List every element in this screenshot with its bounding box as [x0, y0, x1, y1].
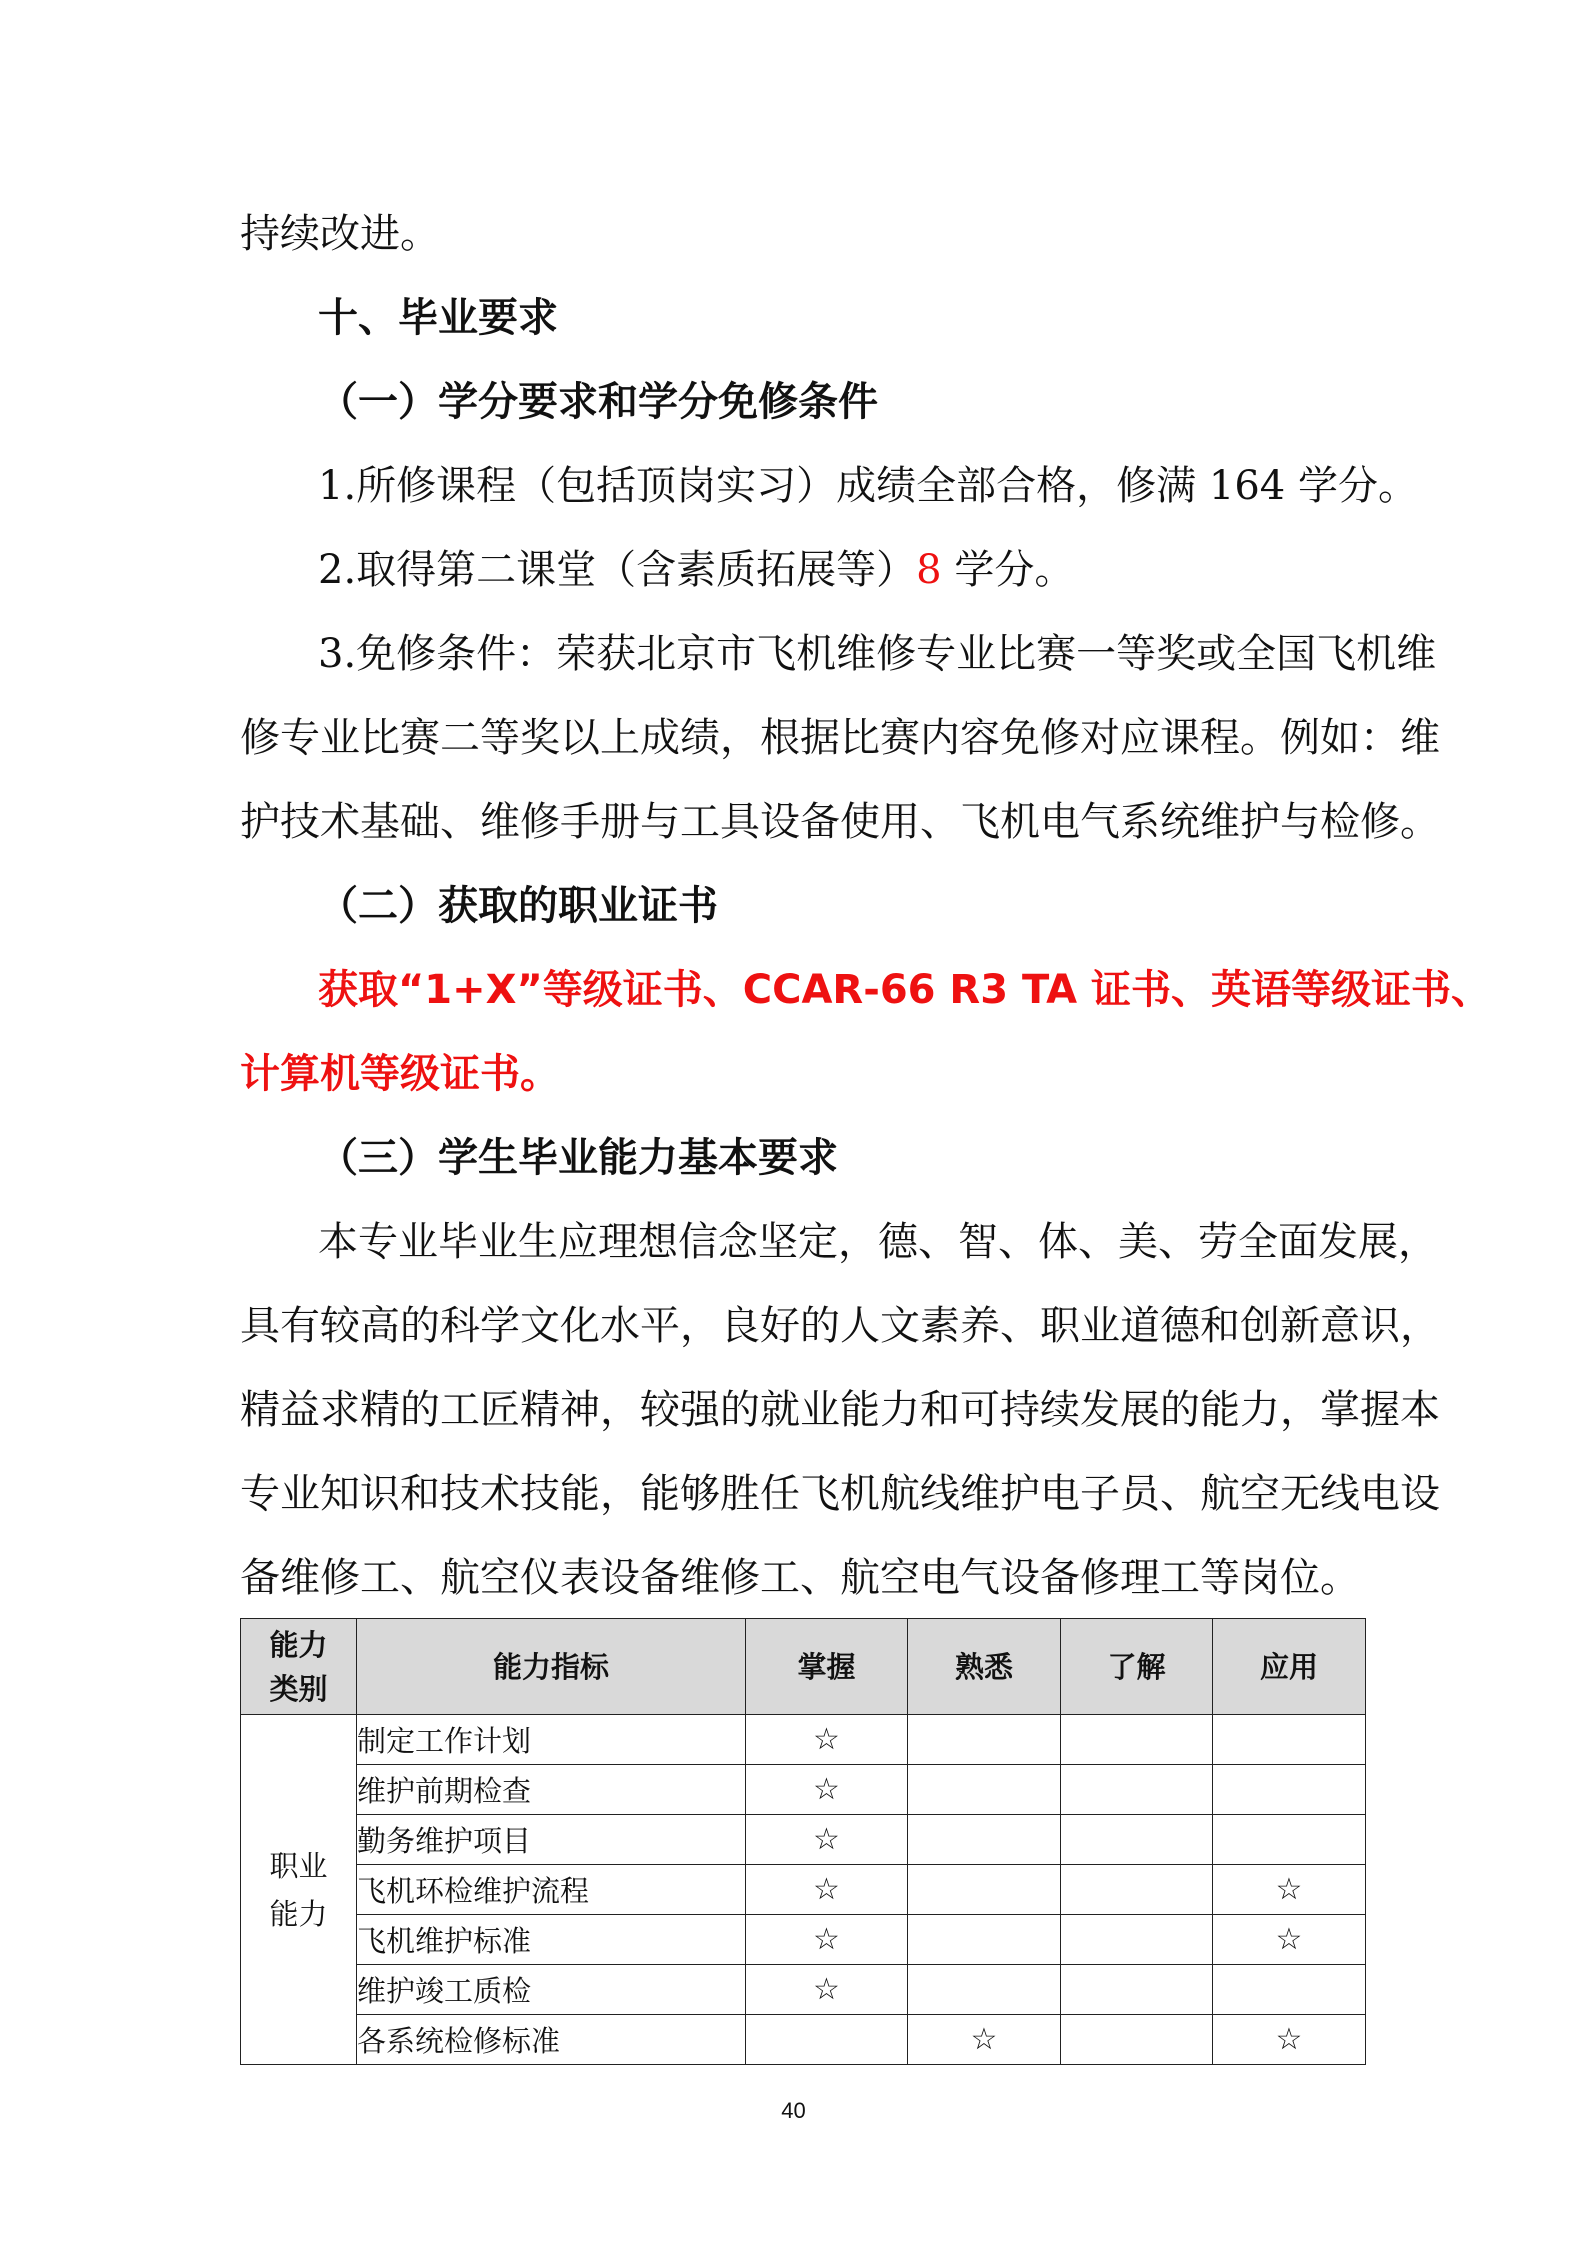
- category-cell: [241, 1715, 357, 2065]
- header-apply: 应用: [1213, 1619, 1366, 1715]
- master-cell: [746, 2015, 908, 2065]
- indicator-cell: 维护竣工质检: [357, 1965, 746, 2015]
- apply-star-icon: ☆: [1213, 2015, 1366, 2065]
- indicator-cell: 维护前期检查: [357, 1765, 746, 1815]
- continuation-text: 持续改进。: [240, 211, 440, 257]
- understand-cell: [1061, 1965, 1213, 2015]
- master-star-icon: ☆: [746, 1715, 908, 1765]
- table-header-row: [241, 1619, 1366, 1715]
- header-category-line-1: 能力: [269, 1627, 328, 1662]
- subsection-title-credits: （一）学分要求和学分免修条件: [318, 379, 878, 425]
- master-star-icon: ☆: [746, 1815, 908, 1865]
- ability-text-line-1: 本专业毕业生应理想信念坚定，德、智、体、美、劳全面发展，: [318, 1219, 1438, 1265]
- indicator-cell: 各系统检修标准: [357, 2015, 746, 2065]
- category-line-1: 职业: [269, 1848, 328, 1883]
- understand-cell: [1061, 1815, 1213, 1865]
- apply-cell: [1213, 1715, 1366, 1765]
- familiar-cell: [908, 1815, 1061, 1865]
- master-star-icon: ☆: [746, 1865, 908, 1915]
- ability-text-line-3: 精益求精的工匠精神，较强的就业能力和可持续发展的能力，掌握本: [240, 1387, 1440, 1433]
- understand-cell: [1061, 1915, 1213, 1965]
- apply-cell: [1213, 1965, 1366, 2015]
- apply-star-icon: ☆: [1213, 1915, 1366, 1965]
- familiar-cell: [908, 1765, 1061, 1815]
- document-body: [240, 192, 1492, 1620]
- understand-cell: [1061, 1865, 1213, 1915]
- apply-cell: [1213, 1815, 1366, 1865]
- ability-text-line-2: 具有较高的科学文化水平，良好的人文素养、职业道德和创新意识，: [240, 1303, 1440, 1349]
- table-row: [241, 2015, 1366, 2065]
- section-title: 十、毕业要求: [318, 295, 558, 341]
- familiar-cell: [908, 1965, 1061, 2015]
- table-row: [241, 1865, 1366, 1915]
- header-master: 掌握: [746, 1619, 908, 1715]
- familiar-cell: [908, 1915, 1061, 1965]
- credit-item-2-suffix: 学分。: [941, 547, 1075, 593]
- ability-text-line-4: 专业知识和技术技能，能够胜任飞机航线维护电子员、航空无线电设: [240, 1471, 1440, 1517]
- header-indicator: 能力指标: [357, 1619, 746, 1715]
- certificate-line-1: 获取“1+X”等级证书、CCAR-66 R3 TA 证书、英语等级证书、: [318, 967, 1492, 1013]
- indicator-cell: 飞机维护标准: [357, 1915, 746, 1965]
- understand-cell: [1061, 1715, 1213, 1765]
- subsection-title-abilities: （三）学生毕业能力基本要求: [318, 1135, 838, 1181]
- header-category-line-2: 类别: [269, 1671, 328, 1706]
- apply-cell: [1213, 1765, 1366, 1815]
- header-familiar: 熟悉: [908, 1619, 1061, 1715]
- understand-cell: [1061, 2015, 1213, 2065]
- page-number: 40: [781, 2098, 806, 2123]
- credit-item-2-value: 8: [916, 547, 942, 593]
- familiar-cell: [908, 1865, 1061, 1915]
- master-star-icon: ☆: [746, 1915, 908, 1965]
- credit-item-2-prefix: 2.取得第二课堂（含素质拓展等）: [318, 547, 917, 593]
- ability-text-line-5: 备维修工、航空仪表设备维修工、航空电气设备修理工等岗位。: [240, 1555, 1360, 1601]
- indicator-cell: 飞机环检维护流程: [357, 1865, 746, 1915]
- exemption-line-2: 修专业比赛二等奖以上成绩，根据比赛内容免修对应课程。例如：维: [240, 715, 1440, 761]
- header-understand: 了解: [1061, 1619, 1213, 1715]
- master-star-icon: ☆: [746, 1965, 908, 2015]
- table-row: [241, 1715, 1366, 1765]
- credit-item-2: [240, 528, 1366, 612]
- apply-star-icon: ☆: [1213, 1865, 1366, 1915]
- exemption-line-3: 护技术基础、维修手册与工具设备使用、飞机电气系统维护与检修。: [240, 799, 1440, 845]
- subsection-title-certificates: （二）获取的职业证书: [318, 883, 718, 929]
- table-row: [241, 1815, 1366, 1865]
- indicator-cell: 制定工作计划: [357, 1715, 746, 1765]
- table-row: [241, 1765, 1366, 1815]
- master-star-icon: ☆: [746, 1765, 908, 1815]
- understand-cell: [1061, 1765, 1213, 1815]
- category-line-2: 能力: [269, 1896, 328, 1931]
- ability-requirements-table: [240, 1618, 1366, 2065]
- familiar-cell: [908, 1715, 1061, 1765]
- familiar-star-icon: ☆: [908, 2015, 1061, 2065]
- certificate-line-2: 计算机等级证书。: [240, 1051, 560, 1097]
- exemption-line-1: 3.免修条件：荣获北京市飞机维修专业比赛一等奖或全国飞机维: [318, 631, 1437, 677]
- table-row: [241, 1915, 1366, 1965]
- credit-item-1: 1.所修课程（包括顶岗实习）成绩全部合格，修满 164 学分。: [318, 463, 1418, 509]
- table-row: [241, 1965, 1366, 2015]
- header-category: [241, 1619, 357, 1715]
- indicator-cell: 勤务维护项目: [357, 1815, 746, 1865]
